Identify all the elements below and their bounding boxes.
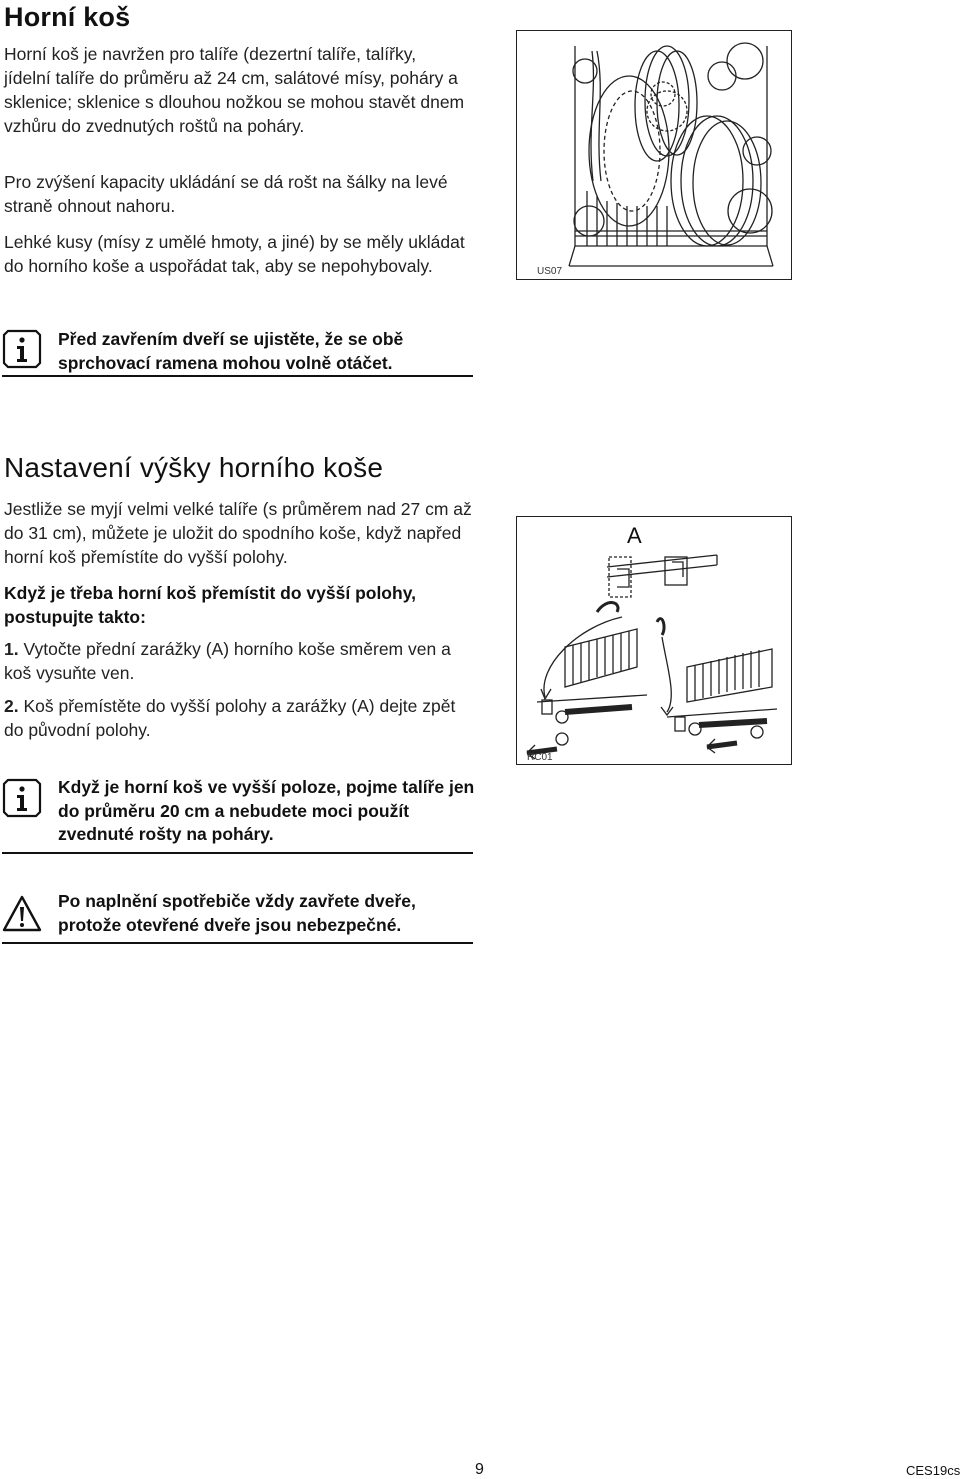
- figure-upper-basket-loaded: [516, 30, 792, 280]
- paragraph-light-items: Lehké kusy (mísy z umělé hmoty, a jiné) by se měly ukládat do horního koše a uspořádat tak, aby se nepohybovaly.: [4, 232, 465, 276]
- paragraph-large-plates: Jestliže se myjí velmi velké talíře (s průměrem nad 27 cm až do 31 cm), můžete je uložit do spodního koše, když napřed horní koš přemístíte do vyšší polohy.: [4, 499, 472, 567]
- step-1-number: 1.: [4, 639, 19, 659]
- section-title-upper-basket: Horní koš: [4, 2, 131, 32]
- note-spray-arms: Před zavřením dveří se ujistěte, že se obě sprchovací ramena mohou volně otáčet.: [58, 329, 404, 373]
- figure-letter-a: A: [627, 523, 642, 548]
- note-divider: [2, 852, 473, 854]
- paragraph-cup-rack: Pro zvýšení kapacity ukládání se dá rošt na šálky na levé straně ohnout nahoru.: [4, 172, 448, 216]
- step-1: [4, 637, 474, 685]
- figure-basket-height-adjust: [516, 516, 792, 765]
- warning-divider: [2, 942, 473, 944]
- step-2-number: 2.: [4, 696, 19, 716]
- document-code: CES19cs: [906, 1463, 960, 1478]
- upper-basket-illustration: [517, 31, 790, 278]
- figure-label: US07: [537, 266, 563, 277]
- info-icon: [2, 329, 42, 369]
- warning-close-door: Po naplnění spotřebiče vždy zavřete dveře, protože otevřené dveře jsou nebezpečné.: [58, 891, 416, 935]
- basket-adjust-illustration: [517, 517, 790, 763]
- info-icon: [2, 778, 42, 818]
- paragraph-procedure-intro: Když je třeba horní koš přemístit do vyšší polohy, postupujte takto:: [4, 583, 416, 627]
- section-title-basket-height: Nastavení výšky horního koše: [4, 452, 384, 483]
- note-divider: [2, 375, 473, 377]
- step-2-text: Koš přemístěte do vyšší polohy a zarážky (A) dejte zpět do původní polohy.: [4, 696, 456, 740]
- warning-triangle-icon: [2, 894, 42, 934]
- figure-label: RC01: [527, 752, 553, 763]
- page-number: 9: [475, 1461, 484, 1478]
- note-higher-position: Když je horní koš ve vyšší poloze, pojme talíře jen do průměru 20 cm a nebudete moci použít zvednuté rošty na poháry.: [58, 777, 475, 844]
- step-1-text: Vytočte přední zarážky (A) horního koše směrem ven a koš vysuňte ven.: [4, 639, 451, 683]
- paragraph-upper-basket-intro: Horní koš je navržen pro talíře (dezertní talíře, talířky, jídelní talíře do průměru až 24 cm, salátové mísy, poháry a sklenice; sklenice s dlouhou nožkou se mohou stavět dnem vzhůru do zvednutých roštů na poháry.: [4, 44, 465, 136]
- step-2: [4, 694, 474, 742]
